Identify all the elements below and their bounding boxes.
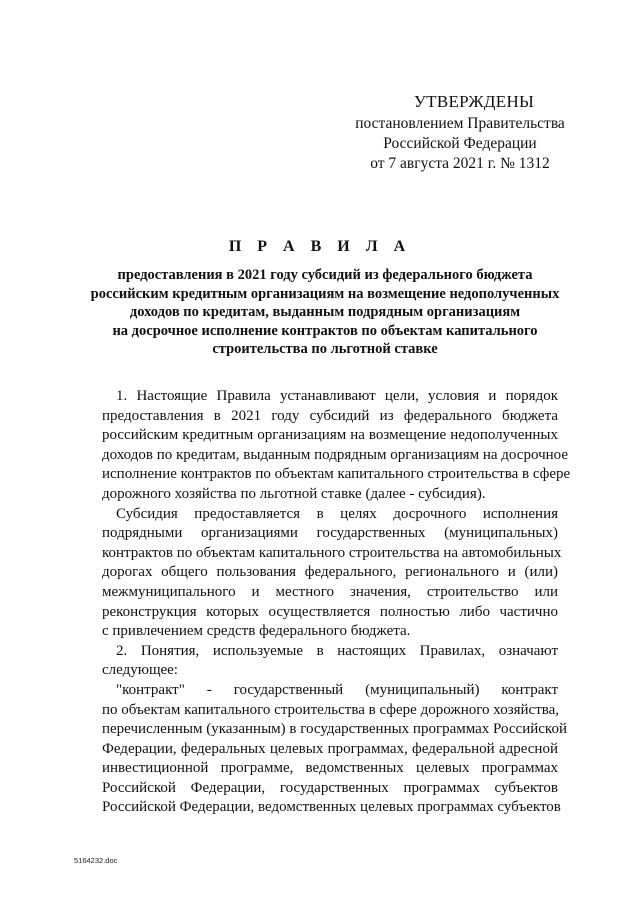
approval-date-number: от 7 августа 2021 г. № 1312 xyxy=(370,155,550,172)
text-line: доходов по кредитам, выданным подрядным организациям на досрочное xyxy=(102,446,568,463)
text-line: контрактов по объектам капитального строительства на автомобильных xyxy=(102,544,562,561)
text-line: по объектам капитального строительства в сфере дорожного хозяйства, xyxy=(102,701,560,718)
document-subtitle xyxy=(90,266,560,359)
paragraph-2 xyxy=(102,505,562,642)
file-name-footer: 5164232.doc xyxy=(74,856,118,865)
text-line: "контракт" - государственный (муниципальный) контракт xyxy=(116,681,558,698)
text-line: предоставления в 2021 году субсидий из федерального бюджета xyxy=(102,407,558,424)
text-line: межмуниципального и местного значения, строительство или xyxy=(102,583,558,600)
approval-line: Российской Федерации xyxy=(383,135,537,152)
text-line: российским кредитным организациям на возмещение недополученных xyxy=(102,427,558,444)
text-line: инвестиционной программе, ведомственных целевых программах xyxy=(102,760,558,777)
approval-stamp xyxy=(340,92,580,174)
subtitle-line: доходов по кредитам, выданным подрядным организациям xyxy=(129,304,521,320)
subtitle-line: российским кредитным организациям на возмещение недополученных xyxy=(90,285,560,302)
text-line: Федерации, федеральных целевых программах, федеральной адресной xyxy=(102,740,558,757)
text-line: следующее: xyxy=(102,662,178,679)
text-line: 2. Понятия, используемые в настоящих Правилах, означают xyxy=(116,642,558,659)
subtitle-line: строительства по льготной ставке xyxy=(212,341,438,357)
subtitle-line: на досрочное исполнение контрактов по объектам капитального xyxy=(112,322,538,339)
paragraph-4 xyxy=(102,681,567,818)
text-line: с привлечением средств федерального бюджета. xyxy=(102,623,411,640)
text-line: подрядными организациями государственных (муниципальных) xyxy=(102,525,558,542)
document-body xyxy=(102,387,571,818)
paragraph-1 xyxy=(102,387,571,505)
text-line: Субсидия предоставляется в целях досрочного исполнения xyxy=(116,505,558,522)
text-line: Российской Федерации, ведомственных целевых программах субъектов xyxy=(102,799,561,816)
text-line: исполнение контрактов по объектам капитального строительства в сфере xyxy=(102,466,571,483)
text-line: дорожного хозяйства по льготной ставке (далее - субсидия). xyxy=(102,485,486,502)
text-line: 1. Настоящие Правила устанавливают цели, условия и порядок xyxy=(116,388,558,404)
document-title: П Р А В И Л А xyxy=(228,238,412,255)
text-line: реконструкция которых осуществляется полностью либо частично xyxy=(102,603,558,620)
approval-line: постановлением Правительства xyxy=(355,115,565,132)
subtitle-line: предоставления в 2021 году субсидий из федерального бюджета xyxy=(117,267,533,283)
approval-heading: УТВЕРЖДЕНЫ xyxy=(413,92,535,111)
text-line: дорогах общего пользования федерального, регионального и (или) xyxy=(102,564,558,581)
text-line: перечисленным (указанным) в государственных программах Российской xyxy=(102,721,567,738)
text-line: Российской Федерации, государственных программах субъектов xyxy=(102,779,558,796)
paragraph-3 xyxy=(102,642,558,681)
